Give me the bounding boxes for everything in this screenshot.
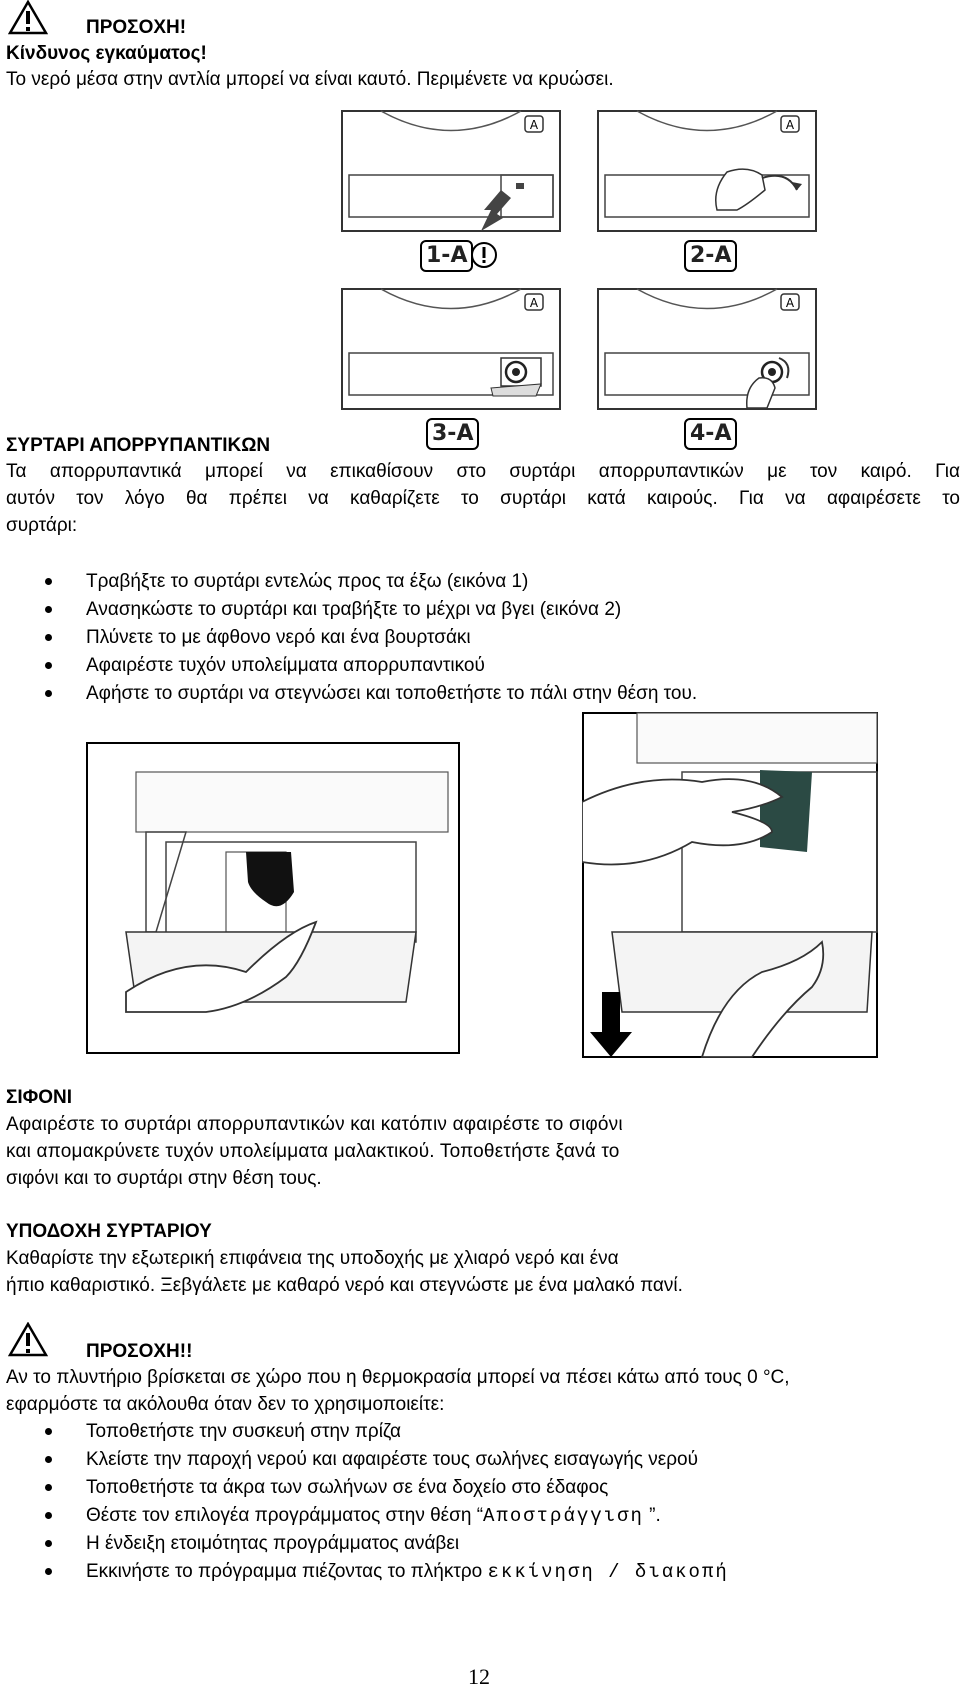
- svg-text:A: A: [785, 296, 795, 310]
- drawer-pull-illustration: [86, 742, 460, 1054]
- drawer-step-4: Αφαιρέστε τυχόν υπολείμματα απορρυπαντικού: [86, 655, 485, 676]
- siphon-heading: ΣΙΦΟΝΙ: [6, 1087, 73, 1108]
- drawer-text-line2: αυτόν τον λόγο θα πρέπει να καθαρίζετε το συρτάρι κατά καιρούς. Για να αφαιρέσετε το: [6, 488, 960, 509]
- figure-1a-panel: [341, 110, 561, 232]
- bullet: [45, 1456, 52, 1463]
- warning2-text-line2: εφαρμόστε τα ακόλουθα όταν δεν το χρησιμοποιείτε:: [6, 1394, 445, 1415]
- figure-label-4a: 4-A: [684, 418, 737, 450]
- warning2-step-6-prefix: Εκκινήστε το πρόγραμμα πιέζοντας το πλήκτρο: [86, 1561, 488, 1582]
- svg-text:A: A: [529, 296, 539, 310]
- bullet: [45, 634, 52, 641]
- figure-3a-panel: [341, 288, 561, 410]
- bullet: [45, 1540, 52, 1547]
- warning2-step-3: Τοποθετήστε τα άκρα των σωλήνων σε ένα δοχείο στο έδαφος: [86, 1477, 609, 1498]
- figure-label-2a: 2-A: [684, 240, 737, 272]
- figure-label-3a: 3-A: [426, 418, 479, 450]
- housing-heading: ΥΠΟΔΟΧΗ ΣΥΡΤΑΡΙΟΥ: [6, 1221, 212, 1242]
- siphon-text-line3: σιφόνι και το συρτάρι στην θέση τους.: [6, 1168, 322, 1189]
- drawer-step-2: Ανασηκώστε το συρτάρι και τραβήξτε το μέχρι να βγει (εικόνα 2): [86, 599, 622, 620]
- bullet: [45, 1568, 52, 1575]
- warning2-step-4-suffix: ”.: [643, 1505, 661, 1526]
- bullet: [45, 690, 52, 697]
- bullet: [45, 578, 52, 585]
- warning2-step-2: Κλείστε την παροχή νερού και αφαιρέστε τους σωλήνες εισαγωγής νερού: [86, 1449, 699, 1470]
- warning2-step-4-prefix: Θέστε τον επιλογέα προγράμματος στην θέση “: [86, 1505, 484, 1526]
- figure-2a-panel: [597, 110, 817, 232]
- bullet: [45, 1428, 52, 1435]
- program-position-name: Αποστράγγιση: [483, 1505, 644, 1527]
- panel-corner-letter: A: [529, 118, 539, 132]
- figure-4a-panel: [597, 288, 817, 410]
- warning2-step-5: Η ένδειξη ετοιμότητας προγράμματος ανάβει: [86, 1533, 460, 1554]
- siphon-text-line2: και απομακρύνετε τυχόν υπολείμματα μαλακτικού. Τοποθετήστε ξανά το: [6, 1141, 620, 1162]
- drawer-step-5: Αφήστε το συρτάρι να στεγνώσει και τοποθετήστε το πάλι στην θέση του.: [86, 683, 698, 704]
- warning-subtitle: Κίνδυνος εγκαύματος!: [6, 43, 207, 64]
- warning-text: Το νερό μέσα στην αντλία μπορεί να είναι καυτό. Περιμένετε να κρυώσει.: [6, 69, 614, 90]
- warning2-step-4: [86, 1502, 661, 1530]
- warning2-step-1: Τοποθετήστε την συσκευή στην πρίζα: [86, 1421, 402, 1442]
- exclamation-circle-icon: [470, 241, 498, 269]
- drawer-lift-illustration: [582, 712, 878, 1058]
- housing-text-line1: Καθαρίστε την εξωτερική επιφάνεια της υποδοχής με χλιαρό νερό και ένα: [6, 1248, 619, 1269]
- bullet: [45, 1484, 52, 1491]
- drawer-text-line1: Τα απορρυπαντικά μπορεί να επικαθίσουν στο συρτάρι απορρυπαντικών με τον καιρό. Για: [6, 461, 960, 482]
- siphon-text-line1: Αφαιρέστε το συρτάρι απορρυπαντικών και κατόπιν αφαιρέστε το σιφόνι: [6, 1114, 623, 1135]
- page-number: 12: [468, 1664, 490, 1689]
- drawer-heading: ΣΥΡΤΑΡΙ ΑΠΟΡΡΥΠΑΝΤΙΚΩΝ: [6, 435, 271, 456]
- svg-text:A: A: [785, 118, 795, 132]
- warning2-title: ΠΡΟΣΟΧΗ!!: [86, 1341, 193, 1362]
- start-stop-key-name: εκκίνηση / διακοπή: [487, 1561, 729, 1583]
- warning-icon: [8, 0, 48, 36]
- warning-icon: [8, 1322, 48, 1358]
- warning2-text-line1: Αν το πλυντήριο βρίσκεται σε χώρο που η θερμοκρασία μπορεί να πέσει κάτω από τους 0 °C,: [6, 1367, 790, 1388]
- bullet: [45, 1512, 52, 1519]
- drawer-text-line3: συρτάρι:: [6, 515, 78, 536]
- housing-text-line2: ήπιο καθαριστικό. Ξεβγάλετε με καθαρό νερό και στεγνώστε με ένα μαλακό πανί.: [6, 1275, 683, 1296]
- bullet: [45, 606, 52, 613]
- drawer-step-1: Τραβήξτε το συρτάρι εντελώς προς τα έξω (εικόνα 1): [86, 571, 529, 592]
- figure-label-1a: 1-A: [420, 240, 473, 272]
- warning2-step-6: [86, 1558, 729, 1586]
- bullet: [45, 662, 52, 669]
- drawer-step-3: Πλύνετε το με άφθονο νερό και ένα βουρτσάκι: [86, 627, 471, 648]
- warning-title: ΠΡΟΣΟΧΗ!: [86, 17, 187, 38]
